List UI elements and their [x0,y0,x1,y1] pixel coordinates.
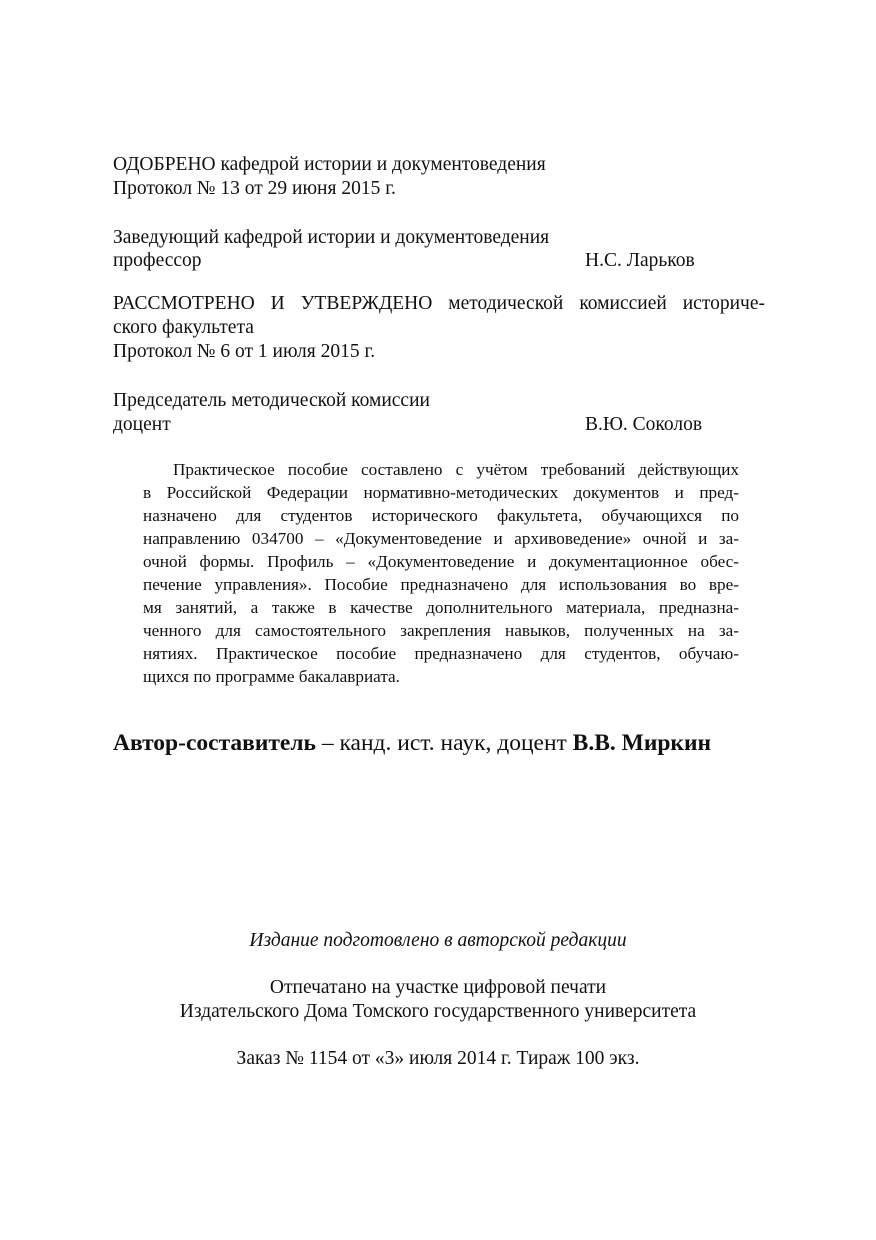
printed-line-2: Издательского Дома Томского государственного университета [179,1001,697,1022]
order-line: Заказ № 1154 от «3» июля 2014 г. Тираж 100 экз. [236,1048,640,1069]
reviewed-line-1 [113,292,765,316]
abstract-line: в Российской Федерации нормативно-методических документов и пред- [143,483,739,502]
abstract-line: Практическое пособие составлено с учётом требований действующих [173,460,739,479]
abstract-line: назначено для студентов исторического факультета, обучающихся по [143,506,739,525]
author-line [113,728,711,758]
abstract-line: ченного для самостоятельного закрепления навыков, полученных на за- [143,621,739,640]
head-of-department-title: Заведующий кафедрой истории и документоведения [113,227,550,248]
author-credentials: – канд. ист. наук, доцент [315,730,573,756]
author-name: В.В. Миркин [572,730,712,756]
reviewed-line-1-text: РАССМОТРЕНО И УТВЕРЖДЕНО методической комиссией историче- [113,293,765,314]
head-of-department-position: профессор [113,250,202,271]
edition-note: Издание подготовлено в авторской редакции [249,930,627,951]
approved-line-1: ОДОБРЕНО кафедрой истории и документоведения [113,154,546,175]
reviewed-line-2: ского факультета [113,317,254,338]
abstract-line: щихся по программе бакалавриата. [143,667,400,686]
commission-chair-position: доцент [113,414,171,435]
commission-chair-name: В.Ю. Соколов [585,414,703,435]
approved-protocol: Протокол № 13 от 29 июня 2015 г. [113,178,396,199]
abstract-paragraph [143,458,739,688]
printed-line-1: Отпечатано на участке цифровой печати [269,977,607,998]
head-of-department-name: Н.С. Ларьков [585,250,695,271]
author-role: Автор-составитель [113,730,316,756]
abstract-line: направлению 034700 – «Документоведение и архивоведение» очной и за- [143,529,739,548]
reviewed-protocol: Протокол № 6 от 1 июля 2015 г. [113,341,376,362]
abstract-line: печение управления». Пособие предназначено для использования во вре- [143,575,739,594]
head-of-department-signature-row [113,249,713,273]
abstract-line: мя занятий, а также в качестве дополнительного материала, предназна- [143,598,739,617]
abstract-line: очной формы. Профиль – «Документоведение и документационное обес- [143,552,739,571]
abstract-line: нятиях. Практическое пособие предназначено для студентов, обучаю- [143,644,739,663]
commission-chair-title: Председатель методической комиссии [113,390,430,411]
commission-chair-signature-row [113,413,713,437]
